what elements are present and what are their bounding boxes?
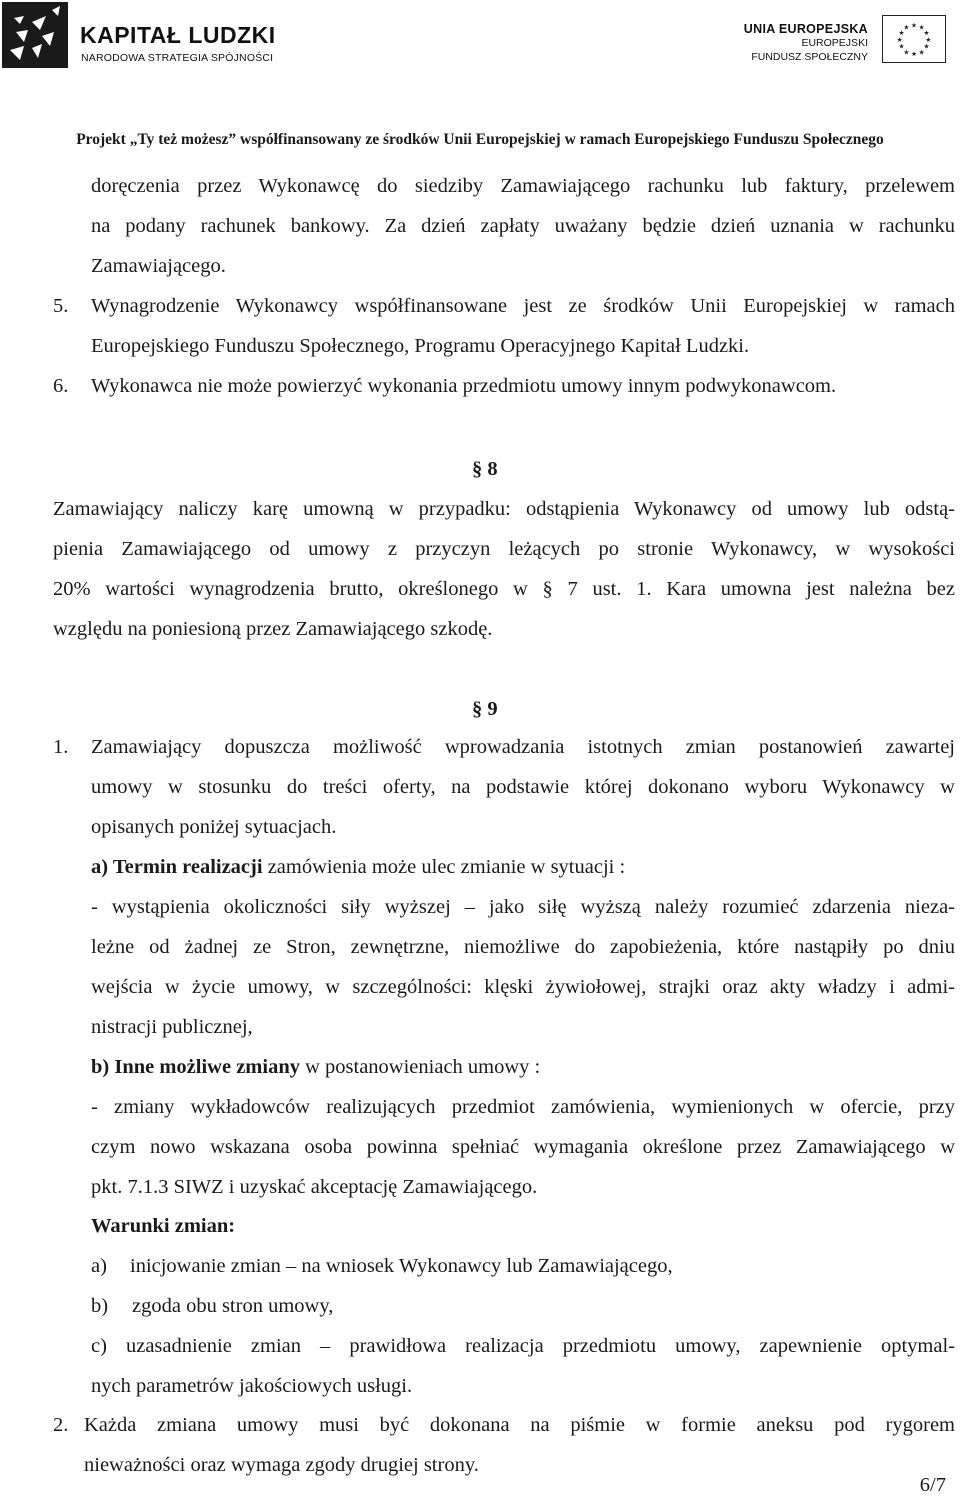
- subsection-a-intro: zamówienia może ulec zmianie w sytuacji :: [262, 856, 626, 878]
- svg-text:★: ★: [923, 42, 930, 51]
- list-item-line: Każda zmiana umowy musi być dokonana na piśmie w formie aneksu pod rygorem: [84, 1414, 955, 1436]
- eu-line-2: EUROPEJSKI: [801, 37, 868, 49]
- condition-text: zgoda obu stron umowy,: [132, 1295, 334, 1317]
- section-heading: § 9: [472, 698, 498, 720]
- list-number: 2.: [53, 1414, 69, 1436]
- list-item-line: Wykonawca nie może powierzyć wykonania przedmiotu umowy innym podwykonawcom.: [91, 375, 837, 397]
- paragraph-line: na podany rachunek bankowy. Za dzień zapłaty uważany będzie dzień uznania w rachunku: [91, 215, 955, 237]
- list-item-line: nieważności oraz wymaga zgody drugiej strony.: [84, 1454, 479, 1476]
- eu-flag-icon: [882, 15, 946, 63]
- svg-text:★: ★: [923, 29, 930, 38]
- paragraph-line: pienia Zamawiającego od umowy z przyczyn leżących po stronie Wykonawcy, w wysokości: [53, 538, 955, 560]
- svg-text:★: ★: [918, 23, 925, 32]
- paragraph-line: leżne od żadnej ze Stron, zewnętrzne, niemożliwe do zapobieżenia, które nastąpiły po dniu: [91, 936, 955, 958]
- svg-text:★: ★: [918, 48, 925, 57]
- condition-label: b): [91, 1295, 109, 1317]
- list-number: 1.: [53, 736, 69, 758]
- list-item-line: umowy w stosunku do treści oferty, na podstawie której dokonano wyboru Wykonawcy w: [91, 776, 955, 798]
- condition-text: nych parametrów jakościowych usługi.: [91, 1375, 413, 1397]
- list-number: 5.: [53, 295, 69, 317]
- conditions-heading: Warunki zmian:: [91, 1215, 236, 1237]
- svg-text:★: ★: [925, 35, 932, 44]
- kapital-ludzki-logo-icon: [2, 2, 68, 68]
- paragraph-line: czym nowo wskazana osoba powinna spełniać wymagania określone przez Zamawiającego w: [91, 1136, 955, 1158]
- subsection-b-title: b) Inne możliwe zmiany: [91, 1056, 300, 1078]
- paragraph-line: - wystąpienia okoliczności siły wyższej – jako siłę wyższą należy rozumieć zdarzenia nieza-: [91, 896, 955, 918]
- subsection-b-intro: w postanowieniach umowy :: [299, 1056, 541, 1078]
- project-line: Projekt „Ty też możesz” współfinansowany ze środków Unii Europejskiej w ramach Europejskiego Funduszu Społecznego: [76, 131, 884, 148]
- program-name: KAPITAŁ LUDZKI: [80, 22, 276, 48]
- eu-line-3: FUNDUSZ SPOŁECZNY: [751, 51, 868, 63]
- subsection-b-heading: [91, 1055, 540, 1079]
- paragraph-line: - zmiany wykładowców realizujących przedmiot zamówienia, wymienionych w ofercie, przy: [91, 1096, 955, 1118]
- svg-text:★: ★: [898, 29, 905, 38]
- svg-text:★: ★: [911, 50, 917, 59]
- subsection-a-heading: [91, 855, 625, 879]
- paragraph-line: 20% wartości wynagrodzenia brutto, określonego w § 7 ust. 1. Kara umowna jest należna bez: [53, 578, 955, 600]
- paragraph-line: wejścia w życie umowy, w szczególności: klęski żywiołowej, strajki oraz akty władzy i admi-: [91, 976, 955, 998]
- eu-label: [744, 22, 868, 64]
- condition-label: a): [91, 1255, 107, 1277]
- svg-text:★: ★: [911, 21, 917, 30]
- paragraph-line: Zamawiający naliczy karę umowną w przypadku: odstąpienia Wykonawcy od umowy lub odstą-: [53, 498, 955, 520]
- svg-text:★: ★: [896, 35, 903, 44]
- paragraph-line: względu na poniesioną przez Zamawiającego szkodę.: [53, 618, 493, 640]
- condition-text: inicjowanie zmian – na wniosek Wykonawcy lub Zamawiającego,: [130, 1255, 673, 1277]
- paragraph-line: Zamawiającego.: [91, 255, 226, 277]
- paragraph-line: pkt. 7.1.3 SIWZ i uzyskać akceptację Zamawiającego.: [91, 1176, 538, 1198]
- list-item-line: Wynagrodzenie Wykonawcy współfinansowane jest ze środków Unii Europejskiej w ramach: [91, 295, 955, 317]
- list-item-line: Zamawiający dopuszcza możliwość wprowadzania istotnych zmian postanowień zawartej: [91, 736, 955, 758]
- list-item-line: Europejskiego Funduszu Społecznego, Programu Operacyjnego Kapitał Ludzki.: [91, 335, 750, 357]
- eu-line-1: UNIA EUROPEJSKA: [743, 22, 868, 36]
- section-heading: § 8: [472, 458, 498, 480]
- list-number: 6.: [53, 375, 69, 397]
- paragraph-line: doręczenia przez Wykonawcę do siedziby Zamawiającego rachunku lub faktury, przelewem: [91, 175, 955, 197]
- svg-text:★: ★: [898, 42, 905, 51]
- page-number: 6/7: [919, 1474, 946, 1496]
- paragraph-line: nistracji publicznej,: [91, 1016, 253, 1038]
- page-header: [0, 0, 960, 128]
- list-item-line: opisanych poniżej sytuacjach.: [91, 816, 337, 838]
- condition-text: c) uzasadnienie zmian – prawidłowa realizacja przedmiotu umowy, zapewnienie optymal-: [91, 1335, 955, 1357]
- program-subtitle: NARODOWA STRATEGIA SPÓJNOŚCI: [81, 52, 274, 64]
- svg-text:★: ★: [903, 48, 910, 57]
- subsection-a-title: a) Termin realizacji: [91, 856, 263, 878]
- svg-text:★: ★: [903, 23, 910, 32]
